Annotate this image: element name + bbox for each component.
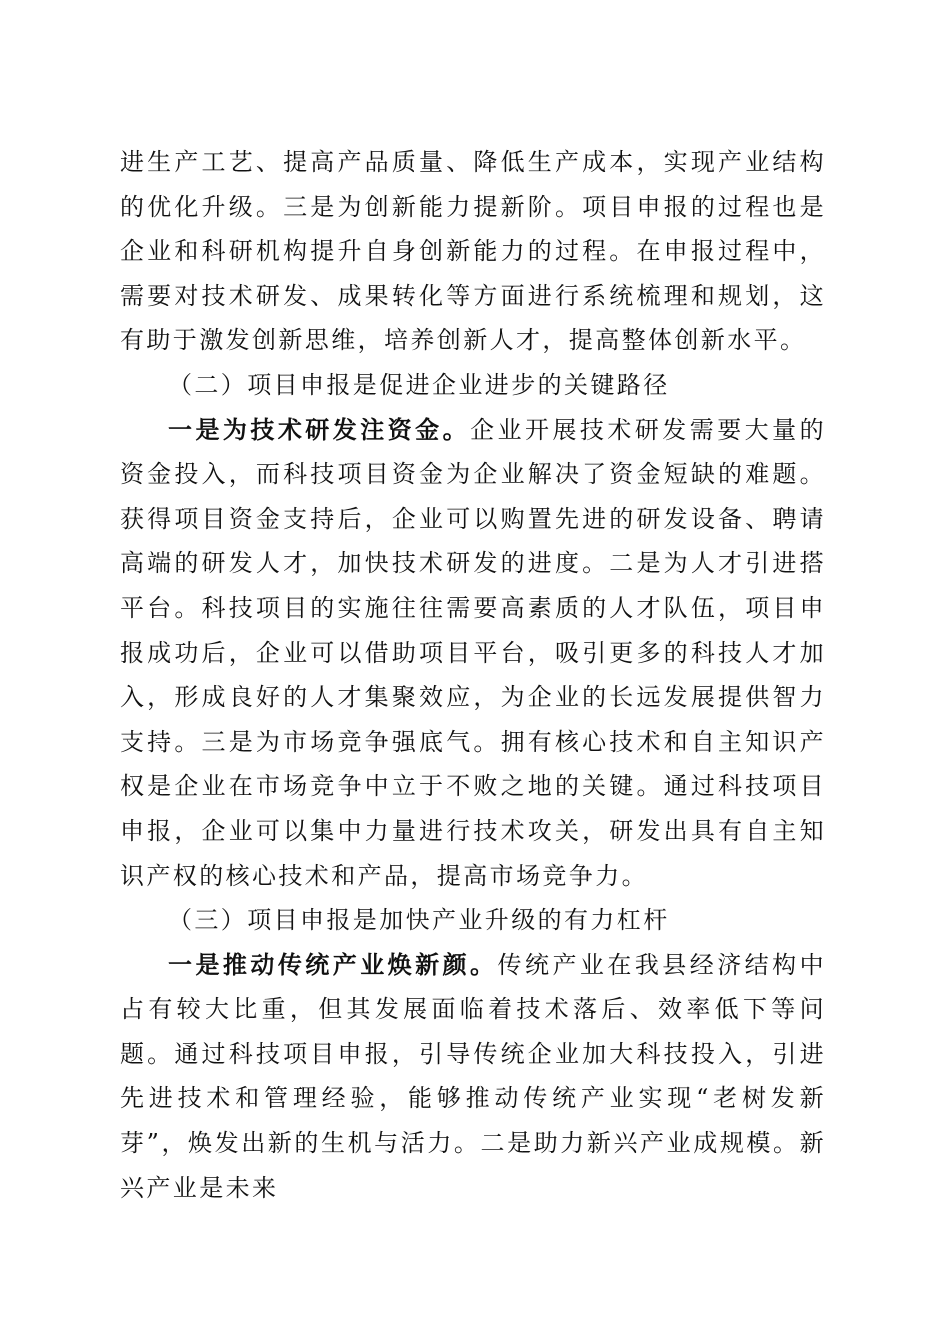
paragraph-continued: 进生产工艺、提高产品质量、降低生产成本，实现产业结构的优化升级。三是为创新能力提新阶。项目申报的过程也是企业和科研机构提升自身创新能力的过程。在申报过程中，需要对技术研发、成果转化等方面进行系统梳理和规划，这有助于激发创新思维，培养创新人才，提高整体创新水平。 — [120, 148, 826, 355]
paragraph-text: 传统产业在我县经济结构中占有较大比重，但其发展面临着技术落后、效率低下等问题。通过科技项目申报，引导传统企业加大科技投入，引进先进技术和管理经验，能够推动传统产业实现“老树发新芽”，焕发出新的生机与活力。二是助力新兴产业成规模。新兴产业是未来 — [120, 950, 826, 1202]
paragraph-text: 企业开展技术研发需要大量的资金投入，而科技项目资金为企业解决了资金短缺的难题。获得项目资金支持后，企业可以购置先进的研发设备、聘请高端的研发人才，加快技术研发的进度。二是为人才引进搭平台。科技项目的实施往往需要高素质的人才队伍，项目申报成功后，企业可以借助项目平台，吸引更多的科技人才加入，形成良好的人才集聚效应，为企业的长远发展提供智力支持。三是为市场竞争强底气。拥有核心技术和自主知识产权是企业在市场竞争中立于不败之地的关键。通过科技项目申报，企业可以集中力量进行技术攻关，研发出具有自主知识产权的核心技术和产品，提高市场竞争力。 — [120, 415, 827, 890]
section-heading-3: （三）项目申报是加快产业升级的有力杠杆 — [168, 906, 670, 935]
paragraph-section-2 — [120, 408, 826, 899]
section-heading-2: （二）项目申报是促进企业进步的关键路径 — [168, 370, 670, 399]
paragraph-lead: 一是为技术研发注资金。 — [168, 414, 471, 444]
document-body — [120, 140, 826, 1210]
paragraph-lead: 一是推动传统产业焕新颜。 — [168, 949, 498, 979]
paragraph-section-3 — [120, 943, 826, 1211]
